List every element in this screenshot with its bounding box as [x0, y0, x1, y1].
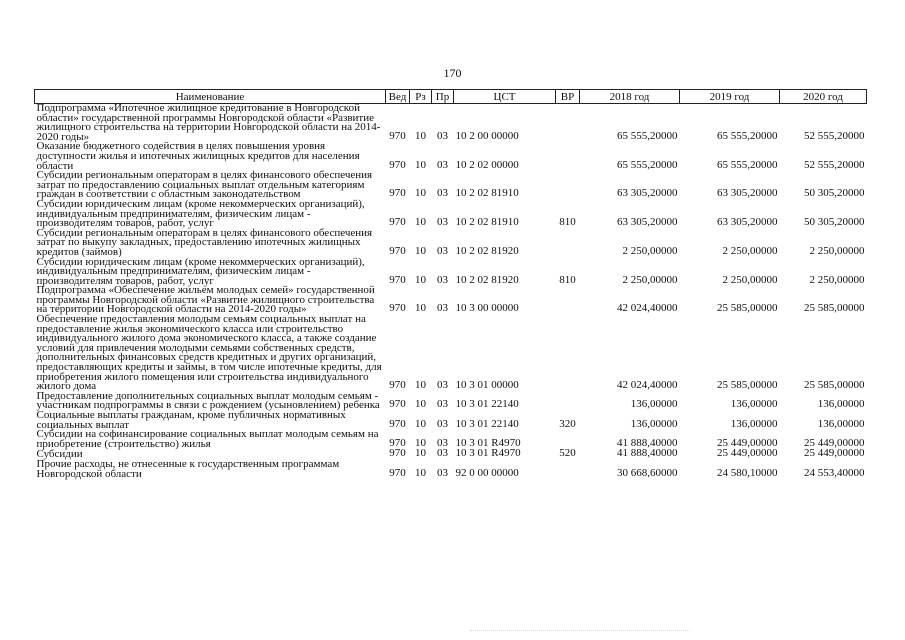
- cell-rz: 10: [415, 302, 426, 315]
- cell-ved: 970: [389, 436, 406, 449]
- cell-cst: 10 2 02 81910: [455, 216, 519, 229]
- cell-cst: 10 2 02 81920: [455, 273, 519, 286]
- header-ved: Вед: [386, 90, 410, 104]
- cell-ved: 970: [389, 158, 406, 171]
- cell-vr: [556, 142, 580, 171]
- cell-2018: 136,00000: [630, 417, 678, 430]
- cell-2020: 2 250,00000: [809, 273, 865, 286]
- cell-vr: [556, 286, 580, 315]
- cell-ved: 970: [389, 129, 406, 142]
- cell-2018: 136,00000: [630, 398, 678, 411]
- header-2018: 2018 год: [580, 90, 680, 104]
- cell-name: Предоставление дополнительных социальных выплат молодым семьям - участникам подпрограммы в связи с рождением (усыновлением) ребенка: [36, 389, 380, 412]
- cell-vr: [556, 171, 580, 200]
- cell-vr: [556, 315, 580, 392]
- cell-pr: 03: [437, 129, 448, 142]
- cell-ved: 970: [389, 302, 406, 315]
- cell-ved: 970: [389, 244, 406, 257]
- cell-2018: 30 668,60000: [617, 466, 678, 479]
- cell-rz: 10: [415, 466, 426, 479]
- cell-ved: 970: [389, 379, 406, 392]
- cell-cst: 10 2 02 81910: [455, 187, 519, 200]
- cell-rz: 10: [415, 244, 426, 257]
- header-cst: ЦСТ: [454, 90, 556, 104]
- cell-name: Прочие расходы, не отнесенные к государственным программам Новгородской области: [36, 457, 340, 480]
- cell-pr: 03: [437, 436, 448, 449]
- cell-2018: 63 305,20000: [617, 187, 678, 200]
- cell-2020: 52 555,20000: [804, 129, 865, 142]
- cell-name: Подпрограмма «Ипотечное жилищное кредитование в Новгородской области» государственной программы Новгородской области «Развитие жилищного строительства на территории Новгородской области на 2014-2020 годы»: [36, 102, 381, 143]
- cell-cst: 10 3 01 R4970: [455, 436, 521, 449]
- cell-2020: 25 449,00000: [804, 436, 865, 449]
- cell-rz: 10: [415, 216, 426, 229]
- header-pr: Пр: [432, 90, 454, 104]
- cell-2020: 52 555,20000: [804, 158, 865, 171]
- cell-2019: 2 250,00000: [722, 244, 778, 257]
- cell-ved: 970: [389, 273, 406, 286]
- cell-ved: 970: [389, 447, 406, 460]
- cell-2019: 65 555,20000: [717, 158, 778, 171]
- cell-name: Субсидии на софинансирование социальных выплат молодым семьям на приобретение (строительство) жилья: [36, 428, 379, 450]
- cell-ved: 970: [389, 466, 406, 479]
- cell-cst: 10 3 01 22140: [455, 417, 519, 430]
- cell-vr: 320: [559, 417, 576, 430]
- cell-vr: 810: [559, 216, 576, 229]
- header-2020: 2020 год: [780, 90, 867, 104]
- cell-pr: 03: [437, 447, 448, 460]
- cell-2020: 136,00000: [817, 398, 865, 411]
- cell-2019: 63 305,20000: [717, 216, 778, 229]
- cell-2019: 25 585,00000: [717, 379, 778, 392]
- cell-2019: 25 585,00000: [717, 302, 778, 315]
- cell-pr: 03: [437, 466, 448, 479]
- table-row: [35, 460, 867, 479]
- cell-2018: 42 024,40000: [617, 379, 678, 392]
- table-row: [35, 171, 867, 200]
- cell-2018: 63 305,20000: [617, 216, 678, 229]
- cell-2018: 65 555,20000: [617, 158, 678, 171]
- table-row: [35, 229, 867, 258]
- cell-rz: 10: [415, 398, 426, 411]
- cell-rz: 10: [415, 417, 426, 430]
- cell-2018: 65 555,20000: [617, 129, 678, 142]
- table-row: [35, 258, 867, 287]
- budget-table: [34, 89, 867, 479]
- header-2019: 2019 год: [680, 90, 780, 104]
- cell-pr: 03: [437, 187, 448, 200]
- cell-2019: 136,00000: [730, 398, 778, 411]
- cell-2020: 136,00000: [817, 417, 865, 430]
- cell-pr: 03: [437, 379, 448, 392]
- cell-name: Субсидии юридическим лицам (кроме некоммерческих организаций), индивидуальным предпринимателям, физическим лицам - производителям товаров, работ, услуг: [36, 197, 365, 230]
- cell-name: Субсидии региональным операторам в целях финансового обеспечения затрат по предоставлению социальных выплат отдельным категориям граждан в соответствии с областным законодательством: [36, 169, 373, 201]
- cell-vr: 810: [559, 273, 576, 286]
- cell-2020: 25 585,00000: [804, 379, 865, 392]
- cell-ved: 970: [389, 398, 406, 411]
- cell-2020: 25 585,00000: [804, 302, 865, 315]
- cell-2019: 25 449,00000: [717, 436, 778, 449]
- cell-name: Оказание бюджетного содействия в целях повышения уровня доступности жилья и ипотечных жилищных кредитов для населения области: [36, 140, 360, 172]
- cell-rz: 10: [415, 158, 426, 171]
- cell-2018: 2 250,00000: [622, 244, 678, 257]
- cell-2020: 2 250,00000: [809, 244, 865, 257]
- cell-rz: 10: [415, 273, 426, 286]
- cell-pr: 03: [437, 417, 448, 430]
- cell-2018: 2 250,00000: [622, 273, 678, 286]
- cell-rz: 10: [415, 379, 426, 392]
- cell-2018: 41 888,40000: [617, 447, 678, 460]
- header-rz: Рз: [410, 90, 432, 104]
- cell-rz: 10: [415, 187, 426, 200]
- cell-ved: 970: [389, 187, 406, 200]
- cell-2019: 25 449,00000: [717, 447, 778, 460]
- cell-pr: 03: [437, 398, 448, 411]
- cell-2019: 65 555,20000: [717, 129, 778, 142]
- cell-ved: 970: [389, 417, 406, 430]
- cell-name: Подпрограмма «Обеспечение жильем молодых семей» государственной программы Новгородской области «Развитие жилищного строительства на территории Новгородской области на 2014-2020 годы»: [36, 284, 375, 316]
- cell-rz: 10: [415, 436, 426, 449]
- cell-cst: 92 0 00 00000: [455, 466, 519, 479]
- table-row: [35, 315, 867, 392]
- cell-pr: 03: [437, 158, 448, 171]
- cell-pr: 03: [437, 216, 448, 229]
- cell-name: Социальные выплаты гражданам, кроме публичных нормативных социальных выплат: [36, 409, 346, 431]
- cell-cst: 10 2 00 00000: [455, 129, 519, 142]
- page-number: 170: [443, 66, 462, 80]
- cell-2019: 24 580,10000: [717, 466, 778, 479]
- cell-2020: 24 553,40000: [804, 466, 865, 479]
- cell-rz: 10: [415, 129, 426, 142]
- cell-cst: 10 3 00 00000: [455, 302, 519, 315]
- cell-2019: 63 305,20000: [717, 187, 778, 200]
- cell-vr: [556, 229, 580, 258]
- cell-pr: 03: [437, 302, 448, 315]
- cell-rz: 10: [415, 447, 426, 460]
- cell-cst: 10 2 02 00000: [455, 158, 519, 171]
- cell-name: Обеспечение предоставления молодым семьям социальных выплат на предоставление жилья экономического класса или строительство индивидуального жилого дома экономического класса, а также создание условий для привлечения молодыми семьями собственных средств, дополнительных финансовых средств кредитных и других организаций, предоставляющих кредиты и займы, в том числе ипотечные кредиты, для приобретения жилого помещения или строительства индивидуального жилого дома: [36, 313, 382, 393]
- cell-name: Субсидии региональным операторам в целях финансового обеспечения затрат по выкупу закладных, предоставлению ипотечных жилищных кредитов (займов): [36, 226, 373, 258]
- table-row: [35, 142, 867, 171]
- cell-ved: 970: [389, 216, 406, 229]
- cell-pr: 03: [437, 244, 448, 257]
- cell-cst: 10 3 01 00000: [455, 379, 519, 392]
- cell-vr: [556, 104, 580, 143]
- cell-2018: 41 888,40000: [617, 436, 678, 449]
- cell-2020: 50 305,20000: [804, 216, 865, 229]
- scan-artifact: [470, 630, 690, 634]
- table-row: [35, 286, 867, 315]
- cell-2019: 2 250,00000: [722, 273, 778, 286]
- table-row: [35, 104, 867, 143]
- cell-vr: [556, 460, 580, 479]
- cell-name: Субсидии юридическим лицам (кроме некоммерческих организаций), индивидуальным предпринимателям, физическим лицам - производителям товаров, работ, услуг: [36, 255, 365, 287]
- cell-2019: 136,00000: [730, 417, 778, 430]
- cell-vr: 520: [559, 447, 576, 460]
- cell-2020: 25 449,00000: [804, 447, 865, 460]
- cell-vr: [556, 392, 580, 411]
- cell-cst: 10 3 01 22140: [455, 398, 519, 411]
- table-row: [35, 200, 867, 229]
- cell-name: Субсидии: [36, 448, 83, 461]
- cell-cst: 10 3 01 R4970: [455, 447, 521, 460]
- cell-cst: 10 2 02 81920: [455, 244, 519, 257]
- header-name: Наименование: [35, 90, 386, 104]
- cell-2018: 42 024,40000: [617, 302, 678, 315]
- header-vr: ВР: [556, 90, 580, 104]
- cell-pr: 03: [437, 273, 448, 286]
- cell-2020: 50 305,20000: [804, 187, 865, 200]
